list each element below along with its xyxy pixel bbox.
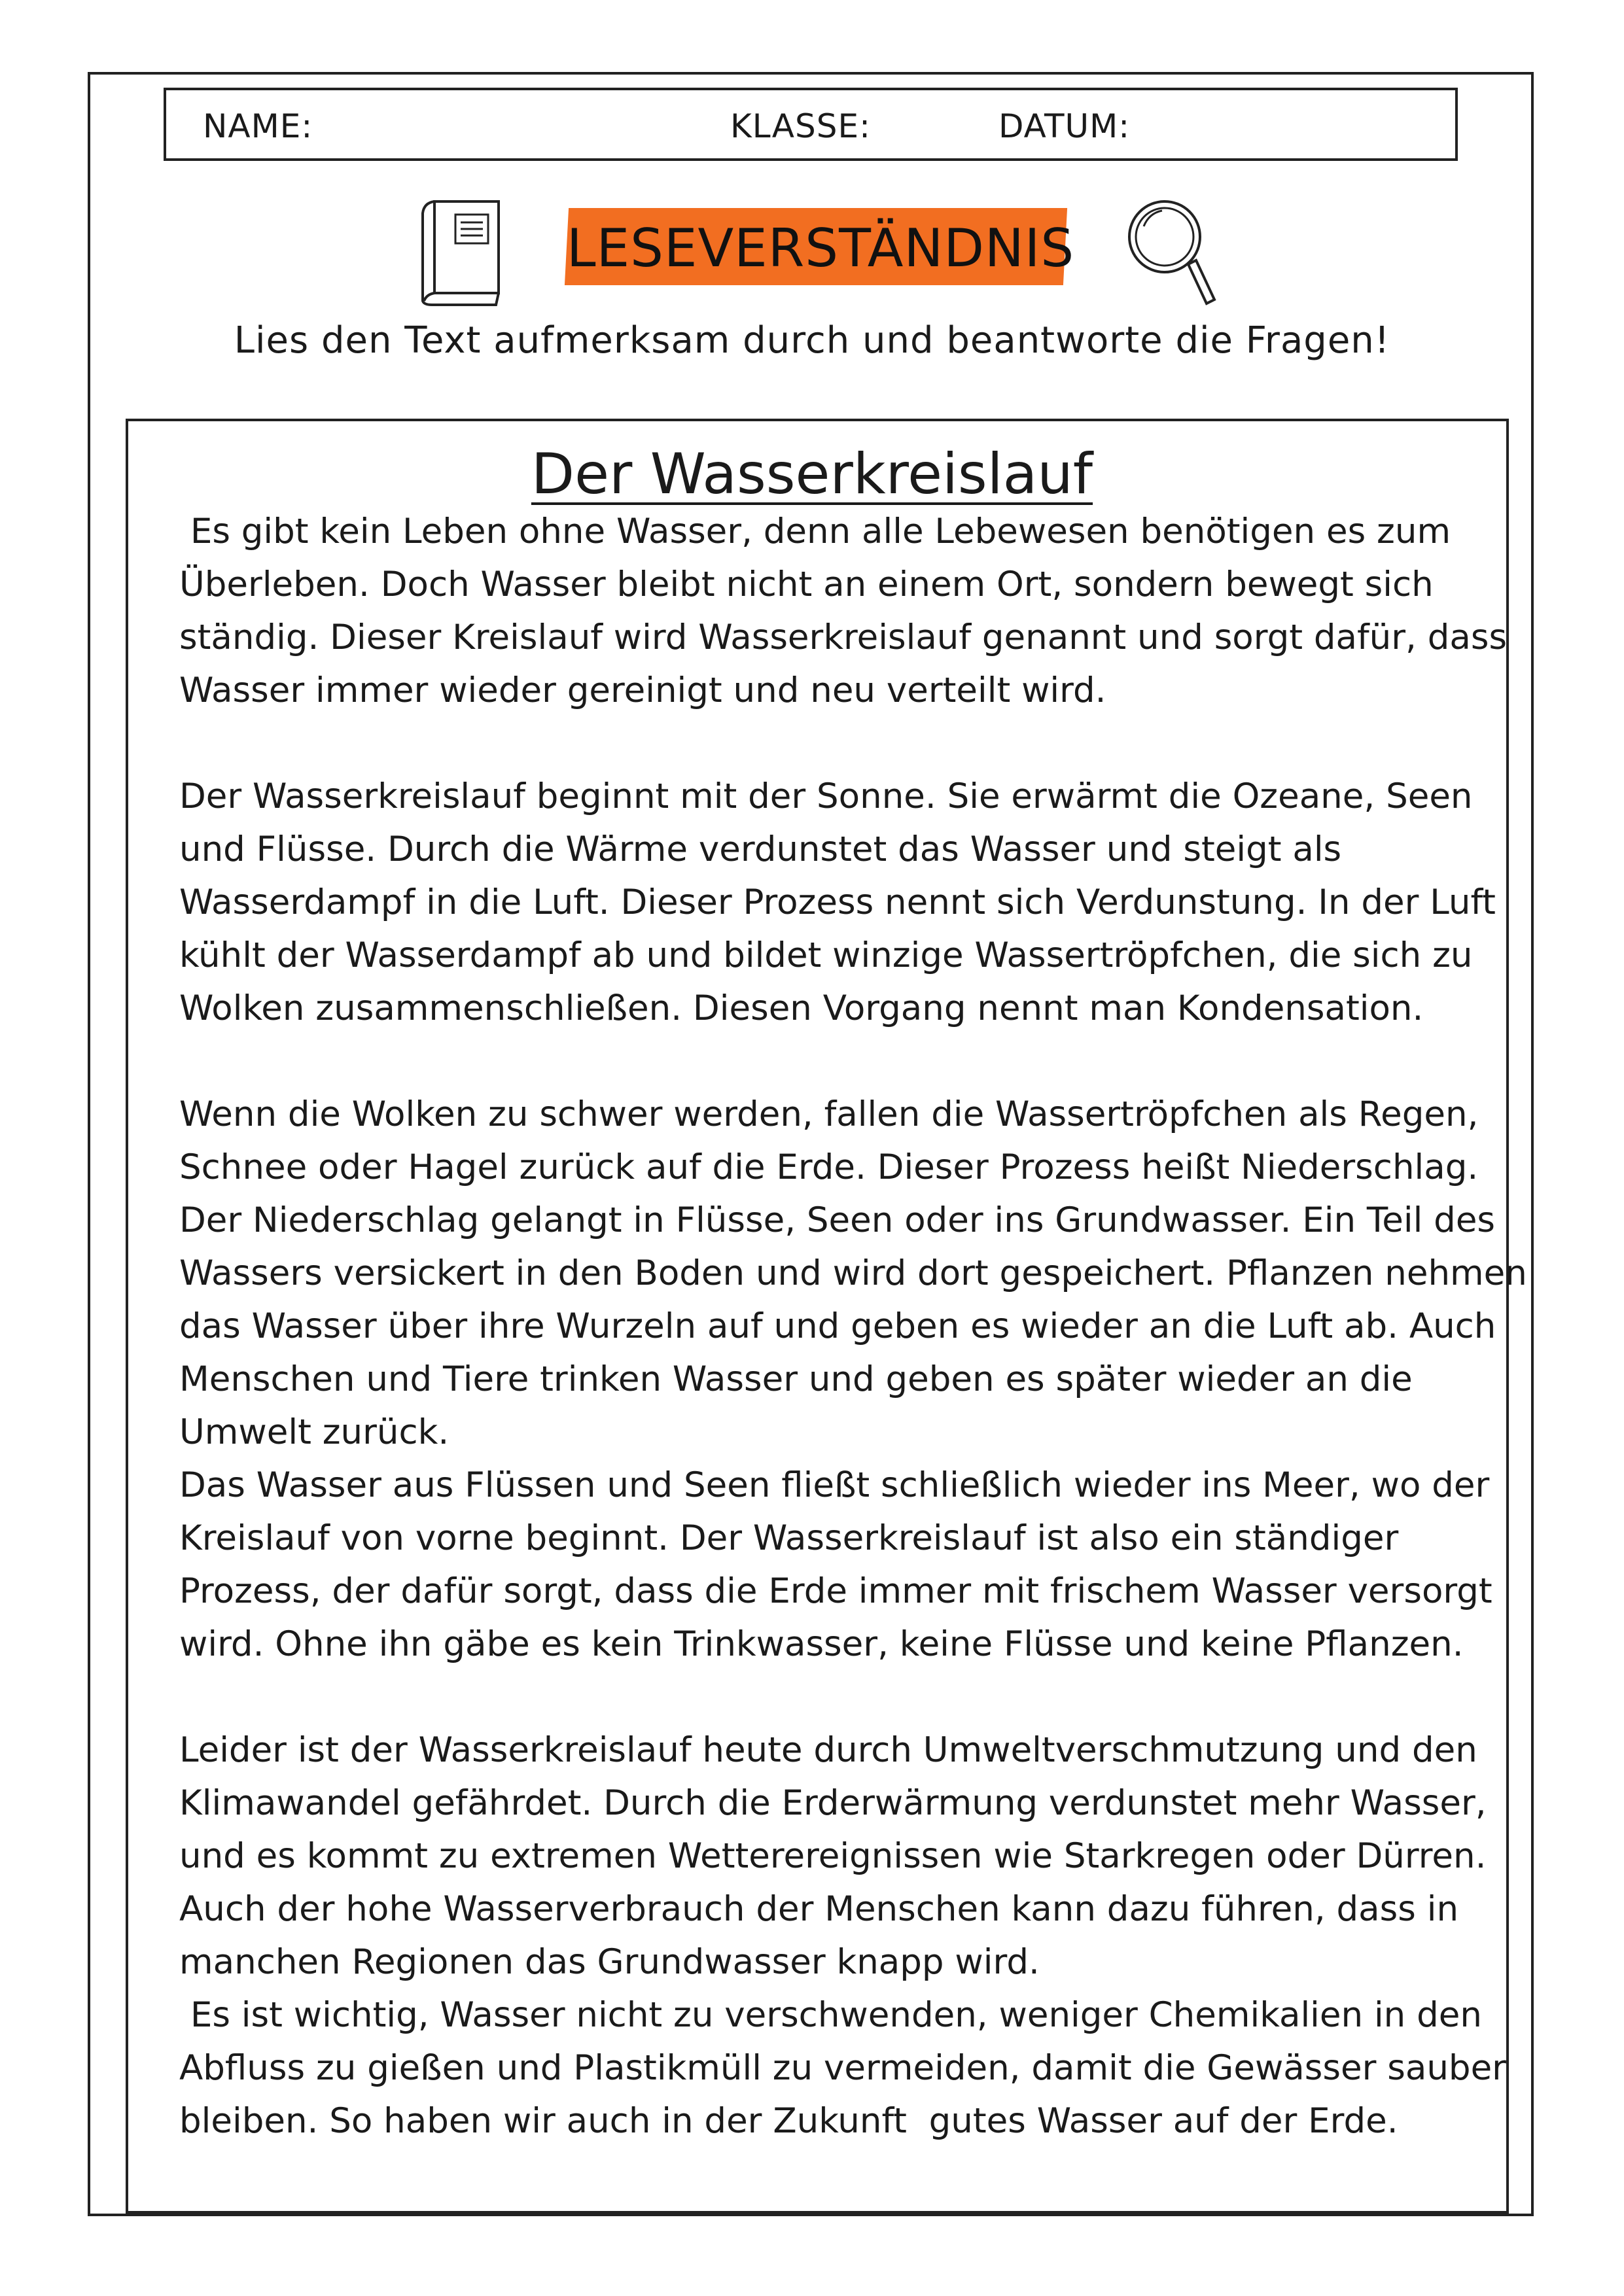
klasse-label: KLASSE:: [730, 107, 871, 145]
text-line: Überleben. Doch Wasser bleibt nicht an einem Ort, sondern bewegt sich: [179, 565, 1434, 604]
text-line: Wenn die Wolken zu schwer werden, fallen die Wassertröpfchen als Regen,: [179, 1094, 1479, 1134]
text-line: ständig. Dieser Kreislauf wird Wasserkreislauf genannt und sorgt dafür, dass: [179, 617, 1508, 657]
paragraph: [179, 770, 1496, 1035]
text-line: bleiben. So haben wir auch in der Zukunft gutes Wasser auf der Erde.: [179, 2101, 1398, 2141]
text-line: Prozess, der dafür sorgt, dass die Erde immer mit frischem Wasser versorgt: [179, 1571, 1492, 1611]
text-line: Der Niederschlag gelangt in Flüsse, Seen oder ins Grundwasser. Ein Teil des: [179, 1200, 1496, 1240]
text-line: Wasser immer wieder gereinigt und neu verteilt wird.: [179, 670, 1106, 710]
paragraph: [179, 1088, 1527, 1671]
reading-text-body: [179, 505, 1527, 2148]
text-line: Auch der hohe Wasserverbrauch der Menschen kann dazu führen, dass in: [179, 1889, 1459, 1929]
text-line: Umwelt zurück.: [179, 1412, 450, 1452]
text-line: Kreislauf von vorne beginnt. Der Wasserkreislauf ist also ein ständiger: [179, 1518, 1399, 1558]
magnifier-icon: [1123, 194, 1221, 311]
text-line: das Wasser über ihre Wurzeln auf und geben es wieder an die Luft ab. Auch: [179, 1306, 1496, 1346]
paragraph-gap: [179, 717, 1462, 770]
paragraph-gap: [179, 1671, 1462, 1724]
paragraph: [179, 505, 1508, 717]
text-line: Menschen und Tiere trinken Wasser und geben es später wieder an die: [179, 1359, 1413, 1399]
text-line: Es ist wichtig, Wasser nicht zu verschwenden, weniger Chemikalien in den: [179, 1995, 1482, 2035]
text-line: und es kommt zu extremen Wetterereignissen wie Starkregen oder Dürren.: [179, 1836, 1487, 1876]
name-label: NAME:: [203, 107, 313, 145]
text-line: Wasserdampf in die Luft. Dieser Prozess nennt sich Verdunstung. In der Luft: [179, 882, 1496, 922]
paragraph-gap: [179, 1035, 1462, 1088]
text-line: Es gibt kein Leben ohne Wasser, denn alle Lebewesen benötigen es zum: [179, 512, 1451, 551]
paragraph: [179, 1724, 1506, 2148]
reading-text-title-label: Der Wasserkreislauf: [531, 442, 1093, 507]
text-line: Der Wasserkreislauf beginnt mit der Sonne. Sie erwärmt die Ozeane, Seen: [179, 776, 1473, 816]
book-icon: [415, 196, 506, 307]
instruction-text: Lies den Text aufmerksam durch und beantworte die Fragen!: [234, 319, 1390, 362]
text-line: Wolken zusammenschließen. Diesen Vorgang nennt man Kondensation.: [179, 988, 1424, 1028]
text-line: wird. Ohne ihn gäbe es kein Trinkwasser, keine Flüsse und keine Pflanzen.: [179, 1624, 1464, 1664]
worksheet-heading: LESEVERSTÄNDNIS: [567, 218, 1075, 279]
text-line: und Flüsse. Durch die Wärme verdunstet das Wasser und steigt als: [179, 829, 1342, 869]
student-info-box: [164, 88, 1458, 161]
text-line: Wassers versickert in den Boden und wird dort gespeichert. Pflanzen nehmen: [179, 1253, 1527, 1293]
text-line: kühlt der Wasserdampf ab und bildet winzige Wassertröpfchen, die sich zu: [179, 935, 1473, 975]
text-line: Klimawandel gefährdet. Durch die Erderwärmung verdunstet mehr Wasser,: [179, 1783, 1487, 1823]
text-line: Das Wasser aus Flüssen und Seen fließt schließlich wieder ins Meer, wo der: [179, 1465, 1490, 1505]
text-line: Schnee oder Hagel zurück auf die Erde. Dieser Prozess heißt Niederschlag.: [179, 1147, 1479, 1187]
text-line: manchen Regionen das Grundwasser knapp wird.: [179, 1942, 1040, 1982]
datum-label: DATUM:: [998, 107, 1131, 145]
text-line: Leider ist der Wasserkreislauf heute durch Umweltverschmutzung und den: [179, 1730, 1477, 1770]
text-line: Abfluss zu gießen und Plastikmüll zu vermeiden, damit die Gewässer sauber: [179, 2048, 1506, 2088]
reading-text-title: [0, 438, 1624, 510]
